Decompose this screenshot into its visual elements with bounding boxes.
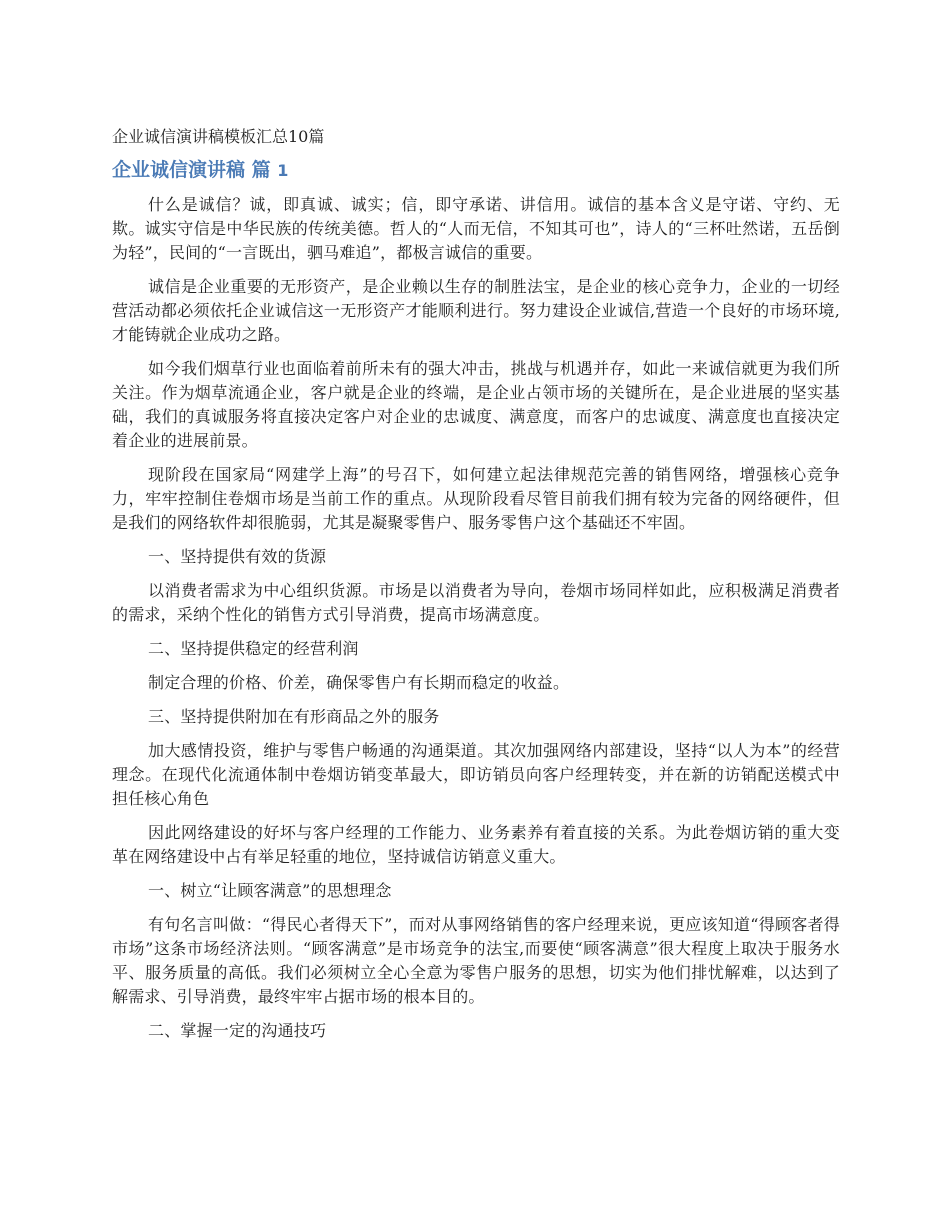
section-heading (112, 156, 840, 185)
subheading: 二、掌握一定的沟通技巧 (148, 1021, 327, 1040)
paragraph: 制定合理的价格、价差，确保零售户有长期而稳定的收益。 (148, 673, 570, 692)
paragraph: 什么是诚信？诚，即真诚、诚实；信，即守承诺、讲信用。诚信的基本含义是守诺、守约、无欺。诚实守信是中华民族的传统美德。哲人的“人而无信，不知其可也”，诗人的“三杯吐然诺，五岳倒为轻”，民间的“一言既出，驷马难追”，都极言诚信的重要。 (112, 195, 840, 262)
subheading: 一、坚持提供有效的货源 (148, 547, 327, 566)
paragraph: 有句名言叫做：“得民心者得天下”，而对从事网络销售的客户经理来说，更应该知道“得顾客者得市场”这条市场经济法则。“顾客满意”是市场竞争的法宝,而要使“顾客满意”很大程度上取决于服务水平、服务质量的高低。我们必须树立全心全意为零售户服务的思想，切实为他们排忧解难，以达到了解需求、引导消费，最终牢牢占据市场的根本目的。 (112, 915, 840, 1006)
section-heading-number: 1 (277, 161, 289, 180)
subheading: 一、树立“让顾客满意”的思想理念 (148, 881, 392, 900)
document-title: 企业诚信演讲稿模板汇总10篇 (112, 127, 325, 146)
paragraph: 因此网络建设的好坏与客户经理的工作能力、业务素养有着直接的关系。为此卷烟访销的重大变革在网络建设中占有举足轻重的地位，坚持诚信访销意义重大。 (112, 823, 840, 866)
paragraph: 如今我们烟草行业也面临着前所未有的强大冲击，挑战与机遇并存，如此一来诚信就更为我们所关注。作为烟草流通企业，客户就是企业的终端，是企业占领市场的关键所在，是企业进展的坚实基础，我们的真诚服务将直接决定客户对企业的忠诚度、满意度，而客户的忠诚度、满意度也直接决定着企业的进展前景。 (112, 359, 840, 450)
paragraph: 诚信是企业重要的无形资产，是企业赖以生存的制胜法宝，是企业的核心竞争力，企业的一切经营活动都必须依托企业诚信这一无形资产才能顺利进行。努力建设企业诚信,营造一个良好的市场环境,才能铸就企业成功之路。 (112, 277, 840, 344)
section-heading-text: 企业诚信演讲稿 篇 (112, 159, 271, 181)
subheading: 三、坚持提供附加在有形商品之外的服务 (148, 707, 440, 726)
document-page (112, 124, 840, 1053)
paragraph: 以消费者需求为中心组织货源。市场是以消费者为导向，卷烟市场同样如此，应积极满足消费者的需求，采纳个性化的销售方式引导消费，提高市场满意度。 (112, 581, 840, 624)
subheading: 二、坚持提供稳定的经营利润 (148, 639, 359, 658)
paragraph: 加大感情投资，维护与零售户畅通的沟通渠道。其次加强网络内部建设，坚持“以人为本”的经营理念。在现代化流通体制中卷烟访销变革最大，即访销员向客户经理转变，并在新的访销配送模式中担任核心角色 (112, 741, 840, 808)
paragraph: 现阶段在国家局“网建学上海”的号召下，如何建立起法律规范完善的销售网络，增强核心竞争力，牢牢控制住卷烟市场是当前工作的重点。从现阶段看尽管目前我们拥有较为完备的网络硬件，但是我们的网络软件却很脆弱，尤其是凝聚零售户、服务零售户这个基础还不牢固。 (112, 465, 840, 532)
